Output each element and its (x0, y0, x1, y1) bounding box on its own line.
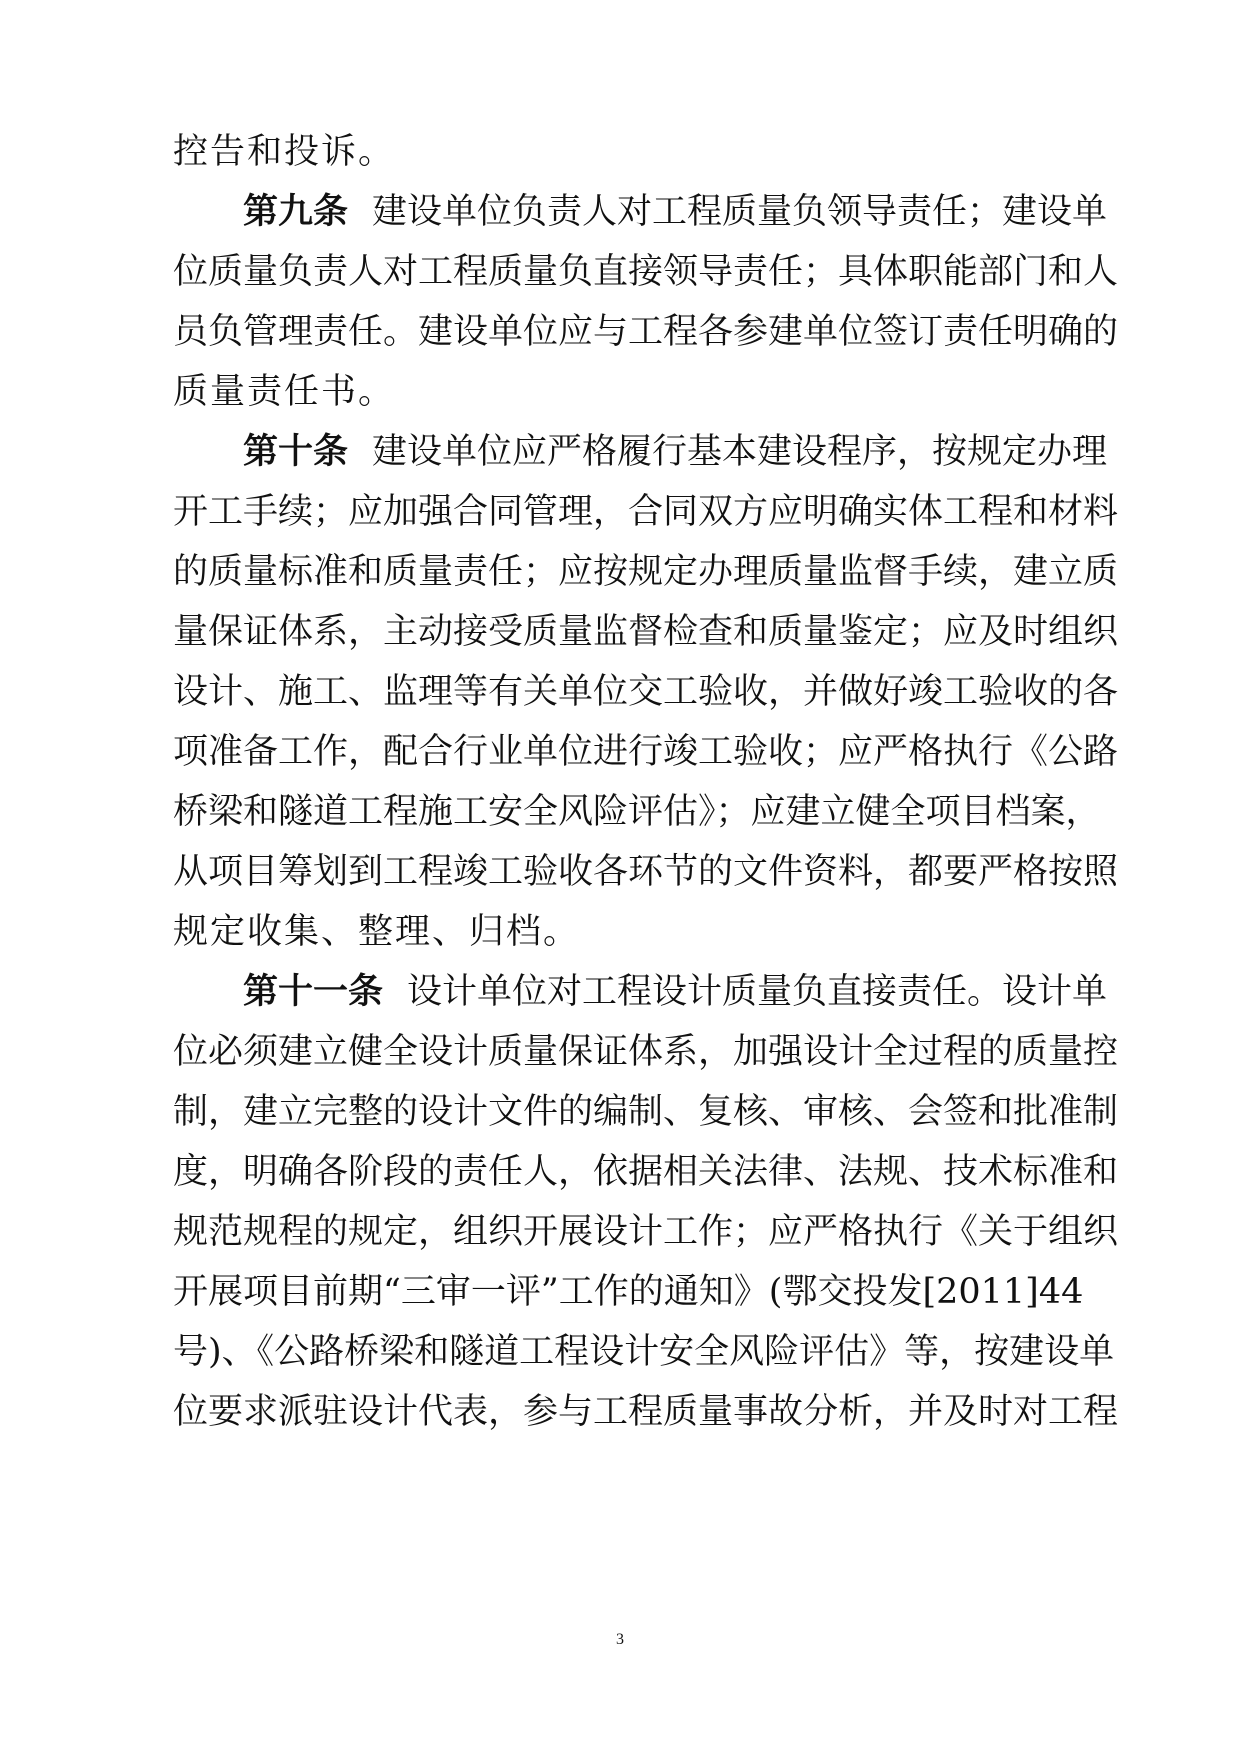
text-line (173, 1322, 1115, 1382)
text-line (173, 602, 1119, 662)
line-text: 建设单位应严格履行基本建设程序，按规定办理 (372, 432, 1108, 472)
line-text: 度，明确各阶段的责任人，依据相关法律、法规、技术标准和 (173, 1152, 1119, 1192)
text-line (173, 122, 1078, 182)
text-line (173, 1382, 1119, 1442)
line-text: 位必须建立健全设计质量保证体系，加强设计全过程的质量控 (173, 1032, 1119, 1072)
line-text: 位要求派驻设计代表，参与工程质量事故分析，并及时对工程 (173, 1392, 1119, 1432)
line-text: 设计单位对工程设计质量负直接责任。设计单 (407, 972, 1108, 1012)
text-line (173, 482, 1119, 542)
text-line (173, 1022, 1119, 1082)
line-text: 控告和投诉。 (173, 132, 396, 172)
line-text: 员负管理责任。建设单位应与工程各参建单位签订责任明确的 (173, 312, 1119, 352)
line-text: 项准备工作，配合行业单位进行竣工验收；应严格执行《公路 (173, 732, 1119, 772)
article-9-heading: 第九条 (243, 191, 349, 232)
text-line (173, 842, 1119, 902)
line-text: 规范规程的规定，组织开展设计工作；应严格执行《关于组织 (173, 1212, 1119, 1252)
text-line (173, 242, 1119, 302)
text-line (173, 782, 1101, 842)
article-11-heading: 第十一条 (243, 971, 384, 1012)
line-text: 的质量标准和质量责任；应按规定办理质量监督手续，建立质 (173, 552, 1119, 592)
text-line (173, 722, 1119, 782)
line-text: 位质量负责人对工程质量负直接领导责任；具体职能部门和人 (173, 252, 1119, 292)
text-line (173, 1262, 1084, 1322)
line-text: 设计、施工、监理等有关单位交工验收，并做好竣工验收的各 (173, 672, 1119, 712)
text-line (173, 302, 1119, 362)
text-line (173, 1202, 1119, 1262)
text-line (173, 1082, 1119, 1142)
line-text: 规定收集、整理、归档。 (173, 912, 581, 952)
text-line (173, 1142, 1119, 1202)
text-line (173, 542, 1119, 602)
line-text: 桥梁和隧道工程施工安全风险评估》；应建立健全项目档案， (173, 792, 1101, 832)
line-text: 开工手续；应加强合同管理，合同双方应明确实体工程和材料 (173, 492, 1119, 532)
article-9-first-line (243, 182, 1108, 242)
line-text: 制，建立完整的设计文件的编制、复核、审核、会签和批准制 (173, 1092, 1119, 1132)
text-line (173, 902, 1078, 962)
text-line (173, 662, 1119, 722)
line-text: 量保证体系，主动接受质量监督检查和质量鉴定；应及时组织 (173, 612, 1119, 652)
text-line (173, 362, 1078, 422)
line-text: 质量责任书。 (173, 372, 396, 412)
line-text: 建设单位负责人对工程质量负领导责任；建设单 (372, 192, 1108, 232)
page-number: 3 (616, 1631, 624, 1648)
line-text: 号)、《公路桥梁和隧道工程设计安全风险评估》等，按建设单 (173, 1332, 1115, 1372)
article-10-first-line (243, 422, 1108, 482)
line-text: 开展项目前期“三审一评”工作的通知》(鄂交投发[2011]44 (173, 1272, 1084, 1312)
line-text: 从项目筹划到工程竣工验收各环节的文件资料，都要严格按照 (173, 852, 1119, 892)
article-11-first-line (243, 962, 1108, 1022)
article-10-heading: 第十条 (243, 431, 349, 472)
